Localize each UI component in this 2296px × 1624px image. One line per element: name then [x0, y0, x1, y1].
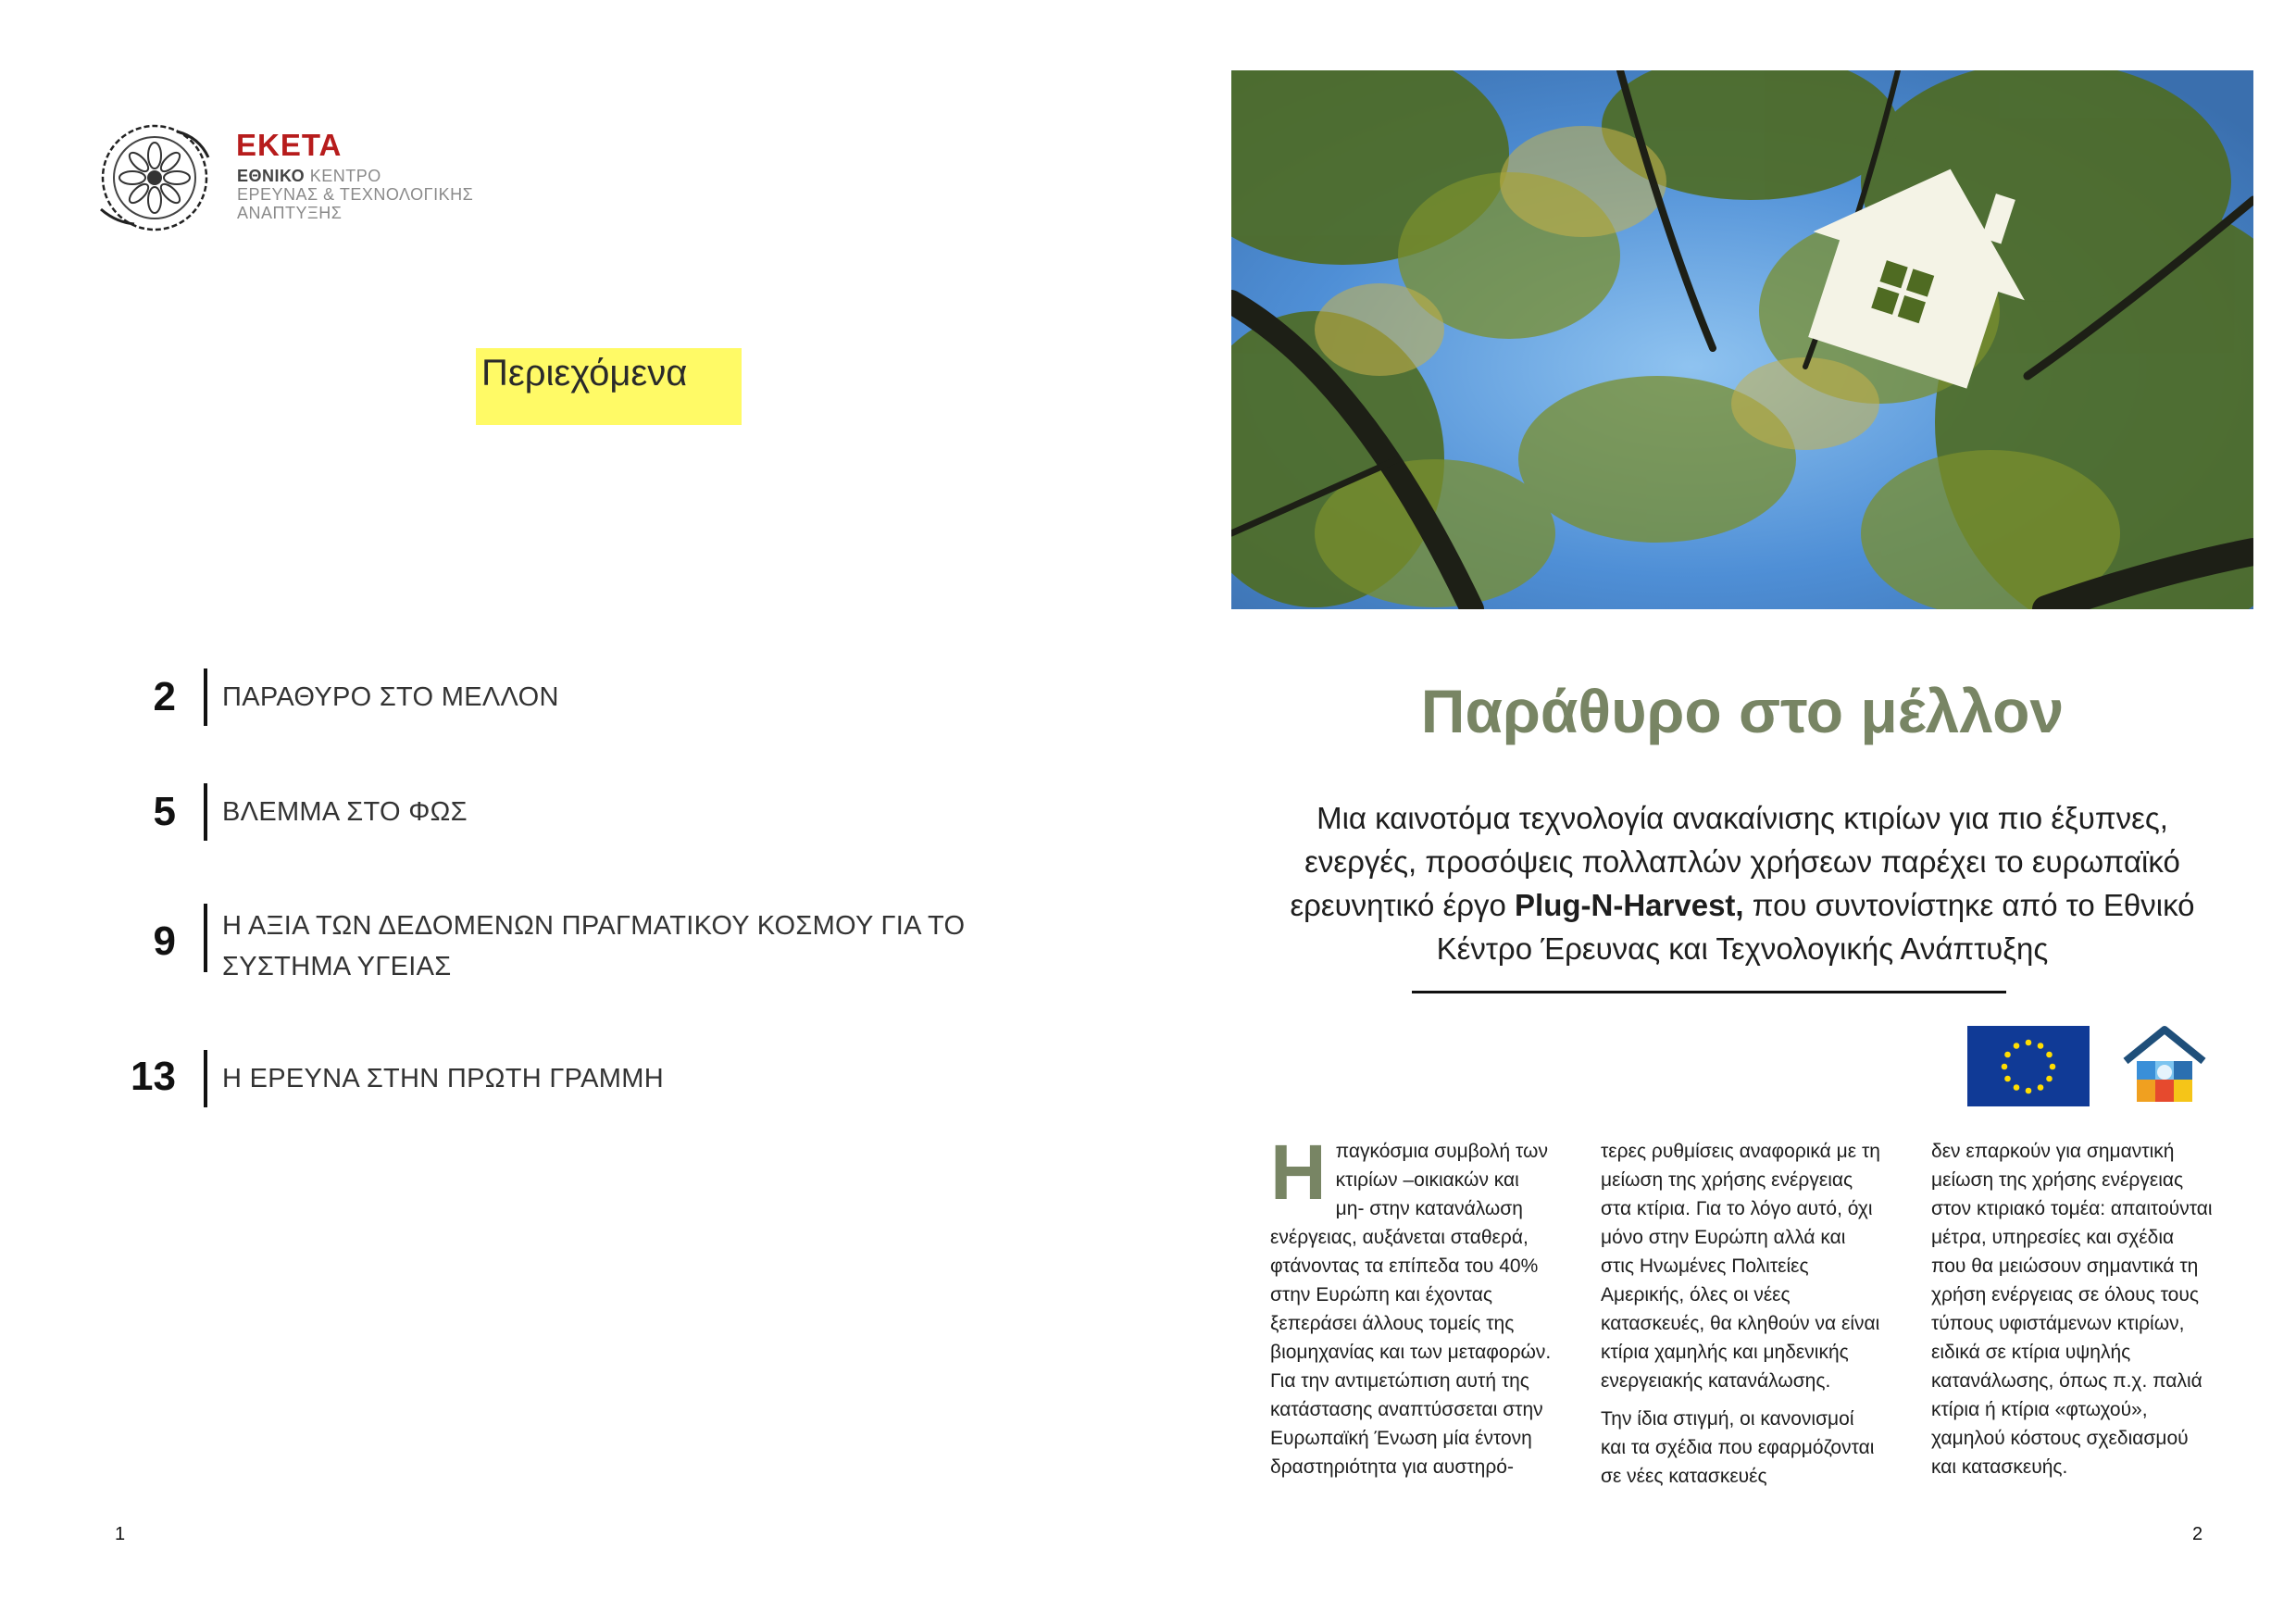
toc-divider	[204, 668, 207, 726]
toc-divider	[204, 783, 207, 841]
toc-page-number: 2	[153, 674, 176, 719]
toc-entry-link[interactable]: ΠΑΡΑΘΥΡΟ ΣΤΟ ΜΕΛΛΟΝ	[222, 682, 559, 712]
lead-project-name: Plug-N-Harvest,	[1515, 888, 1744, 922]
lead-text: που συντονίστηκε από το Εθνικό Κέντρο Έρευνας και Τεχνολογικής Ανάπτυξης	[1436, 888, 2195, 966]
article-title: Παράθυρο στο μέλλον	[1420, 677, 2065, 745]
logo-subtitle	[237, 167, 473, 222]
lead-text: Μια καινοτόμα τεχνολογία ανακαίνισης κτιρίων για πιο έξυπνες, ενεργές, προσόψεις πολλαπλών χρήσεων παρέχει το ευρωπαϊκό ερευνητικό έργο	[1290, 801, 2180, 922]
column-paragraph: τερες ρυθμίσεις αναφορικά με τη μείωση της χρήσης ενέργειας στα κτίρια. Για το λόγο αυτό, όχι μόνο στην Ευρώπη αλλά και στις Ηνωμένες Πολιτείες Αμερικής, όλες οι νέες κατασκευές, θα κληθούν να είναι κτίρια χαμηλής και μηδενικής ενεργειακής κατανάλωσης.	[1601, 1141, 1880, 1392]
logo-name: ΕΚΕΤΑ	[236, 128, 343, 162]
toc-entry-line: ΣΥΣΤΗΜΑ ΥΓΕΙΑΣ	[222, 952, 452, 981]
logo-line1-light: ΚΕΝΤΡΟ	[305, 167, 381, 185]
logo-line2: ΕΡΕΥΝΑΣ & ΤΕΧΝΟΛΟΓΙΚΗΣ	[237, 185, 474, 204]
article-lead	[1261, 796, 2224, 970]
plug-n-harvest-logo-icon	[2120, 1024, 2209, 1109]
eketa-emblem-icon	[97, 120, 218, 236]
toc-divider	[204, 1050, 207, 1107]
column-paragraph: δεν επαρκούν για σημαντική μείωση της χρήσης ενέργειας στον κτιριακό τομέα: απαιτούνται μέτρα, υπηρεσίες και σχέδια που θα μειώσουν σημαντικά τη χρήση ενέργειας σε όλους τους τύπους υφιστάμενων κτιρίων, ειδικά σε κτίρια υψηλής κατανάλωσης, όπως π.χ. παλιά κτίρια ή κτίρια «φτωχού», χαμηλού κόστους σχεδιασμού και κατασκευής.	[1931, 1141, 2213, 1478]
toc-page-number: 9	[153, 918, 176, 964]
page-number-left: 1	[115, 1524, 126, 1544]
logo-line3: ΑΝΑΠΤΥΞΗΣ	[237, 204, 343, 222]
article-column-1	[1270, 1129, 1553, 1481]
tree-canopy-photo	[1231, 70, 2253, 609]
column-text: παγκόσμια συμβολή των κτιρίων –οικιακών και μη- στην κατανάλωση ενέργειας, αυξάνεται σταθερά, φτάνοντας τα επίπεδα του 40% στην Ευρώπη και έχοντας ξεπεράσει άλλους τομείς της βιομηχανίας και των μεταφορών. Για την αντιμετώπιση αυτή της κατάστασης αναπτύσσεται στην Ευρωπαϊκή Ένωση μία έντονη δραστηριότητα για αυστηρό-	[1270, 1141, 1552, 1478]
toc-divider	[204, 904, 207, 972]
toc-entry-link[interactable]: Η ΕΡΕΥΝΑ ΣΤΗΝ ΠΡΩΤΗ ΓΡΑΜΜΗ	[222, 1064, 664, 1093]
toc-entry-link[interactable]	[222, 906, 965, 987]
page-number-right: 2	[2192, 1524, 2203, 1544]
toc-page-number: 13	[131, 1054, 176, 1099]
toc-title: Περιεχόμενα	[481, 353, 688, 394]
article-column-2	[1601, 1137, 1883, 1500]
toc-page-number: 5	[153, 789, 176, 834]
eu-flag-icon	[1967, 1026, 2090, 1106]
toc-entry-link[interactable]: ΒΛΕΜΜΑ ΣΤΟ ΦΩΣ	[222, 797, 468, 827]
logo-line1-dark: ΕΘΝΙΚΟ	[237, 167, 306, 185]
toc-entry-line: Η ΑΞΙΑ ΤΩΝ ΔΕΔΟΜΕΝΩΝ ΠΡΑΓΜΑΤΙΚΟΥ ΚΟΣΜΟΥ ΓΙΑ ΤΟ	[222, 911, 966, 941]
column-paragraph: Την ίδια στιγμή, οι κανονισμοί και τα σχέδια που εφαρμόζονται σε νέες κατασκευές	[1601, 1408, 1875, 1487]
article-dropcap: Η	[1270, 1129, 1327, 1216]
title-divider	[1412, 991, 2006, 993]
article-column-3	[1931, 1137, 2214, 1491]
